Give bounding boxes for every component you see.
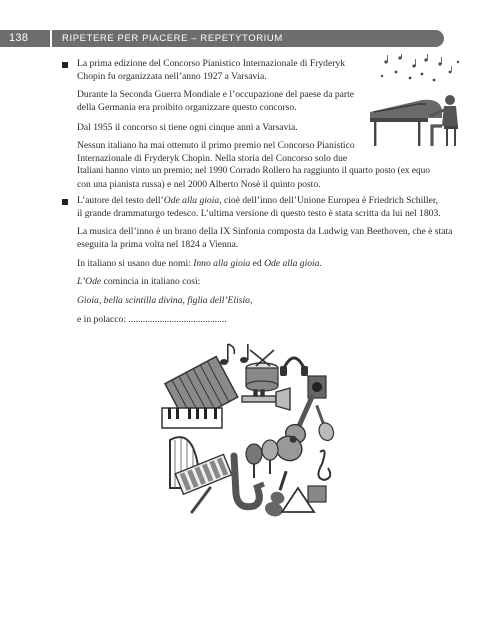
running-header-title: RIPETERE PER PIACERE – REPETYTORIUM <box>62 33 283 44</box>
names-inno: Inno alla gioia <box>193 258 251 269</box>
pianist-at-grand-piano-icon <box>366 54 470 158</box>
section2-line-2: il grande drammaturgo tedesco. L’ultima versione di questo testo è stata scritta da lui nel 1803. <box>77 208 441 219</box>
section2-line1-post: , cioè dell’inno dell’Unione Europea è Friedrich Schiller, <box>219 195 439 206</box>
section1-para4-line-3: Italiani hanno vinto un premio; nel 1990 Corrado Rollero ha raggiunto il quarto posto (ex equo <box>77 166 430 176</box>
section2-para2-line-2: eseguita la prima volta nel 1824 a Vienna. <box>77 239 239 250</box>
names-mid: ed <box>250 258 265 269</box>
ode-title-italic: Ode alla gioia <box>163 195 220 206</box>
section1-para2-line-2: della Germania era proibito organizzare questo concorso. <box>77 102 297 113</box>
section1-para2-line-1: Durante la Seconda Guerra Mondiale e l’occupazione del paese da parte <box>77 89 355 100</box>
section1-line-2: Chopin fu organizzata nell’anno 1927 a Varsavia. <box>77 71 267 82</box>
ode-intro-post: comincia in italiano così: <box>101 276 201 287</box>
section1-line-1: La prima edizione del Concorso Pianistico Internazionale di Fryderyk <box>77 58 346 69</box>
section2-names <box>77 257 322 270</box>
section1-para3: Dal 1955 il concorso si tiene ogni cinque anni a Varsavia. <box>77 122 298 133</box>
italian-quote: Gioia, bella scintilla divina, figlia dell’Elisio, <box>77 295 253 306</box>
header-separator <box>50 30 52 47</box>
names-post: . <box>319 258 322 269</box>
names-ode: Ode alla gioia <box>264 258 320 269</box>
bullet-2 <box>62 199 68 205</box>
bullet-1 <box>62 62 68 68</box>
section2-para2-line-1: La musica dell’inno è un brano della IX Sinfonia composta da Ludwig van Beethoven, che è stata <box>77 226 453 237</box>
section2-ode-intro <box>77 275 200 288</box>
section1-para4-line-1: Nessun italiano ha mai ottenuto il primo premio nel Concorso Pianistico <box>77 140 355 151</box>
section1-para4-line-2: Internazionale di Fryderyk Chopin. Nella storia del Concorso solo due <box>77 153 348 164</box>
page-number: 138 <box>9 32 29 44</box>
polish-fill-in: e in polacco: ......................................... <box>77 314 227 325</box>
section2-line-1 <box>77 194 438 207</box>
musical-instruments-circle-icon <box>158 338 342 522</box>
section2-line1-pre: L’autore del testo dell’ <box>77 195 164 206</box>
names-pre: In italiano si usano due nomi: <box>77 258 194 269</box>
section1-para4-line-4: con una pianista russa) e nel 2000 Alberto Nosè il quinto posto. <box>77 179 321 190</box>
ode-label: L’Ode <box>77 276 102 287</box>
